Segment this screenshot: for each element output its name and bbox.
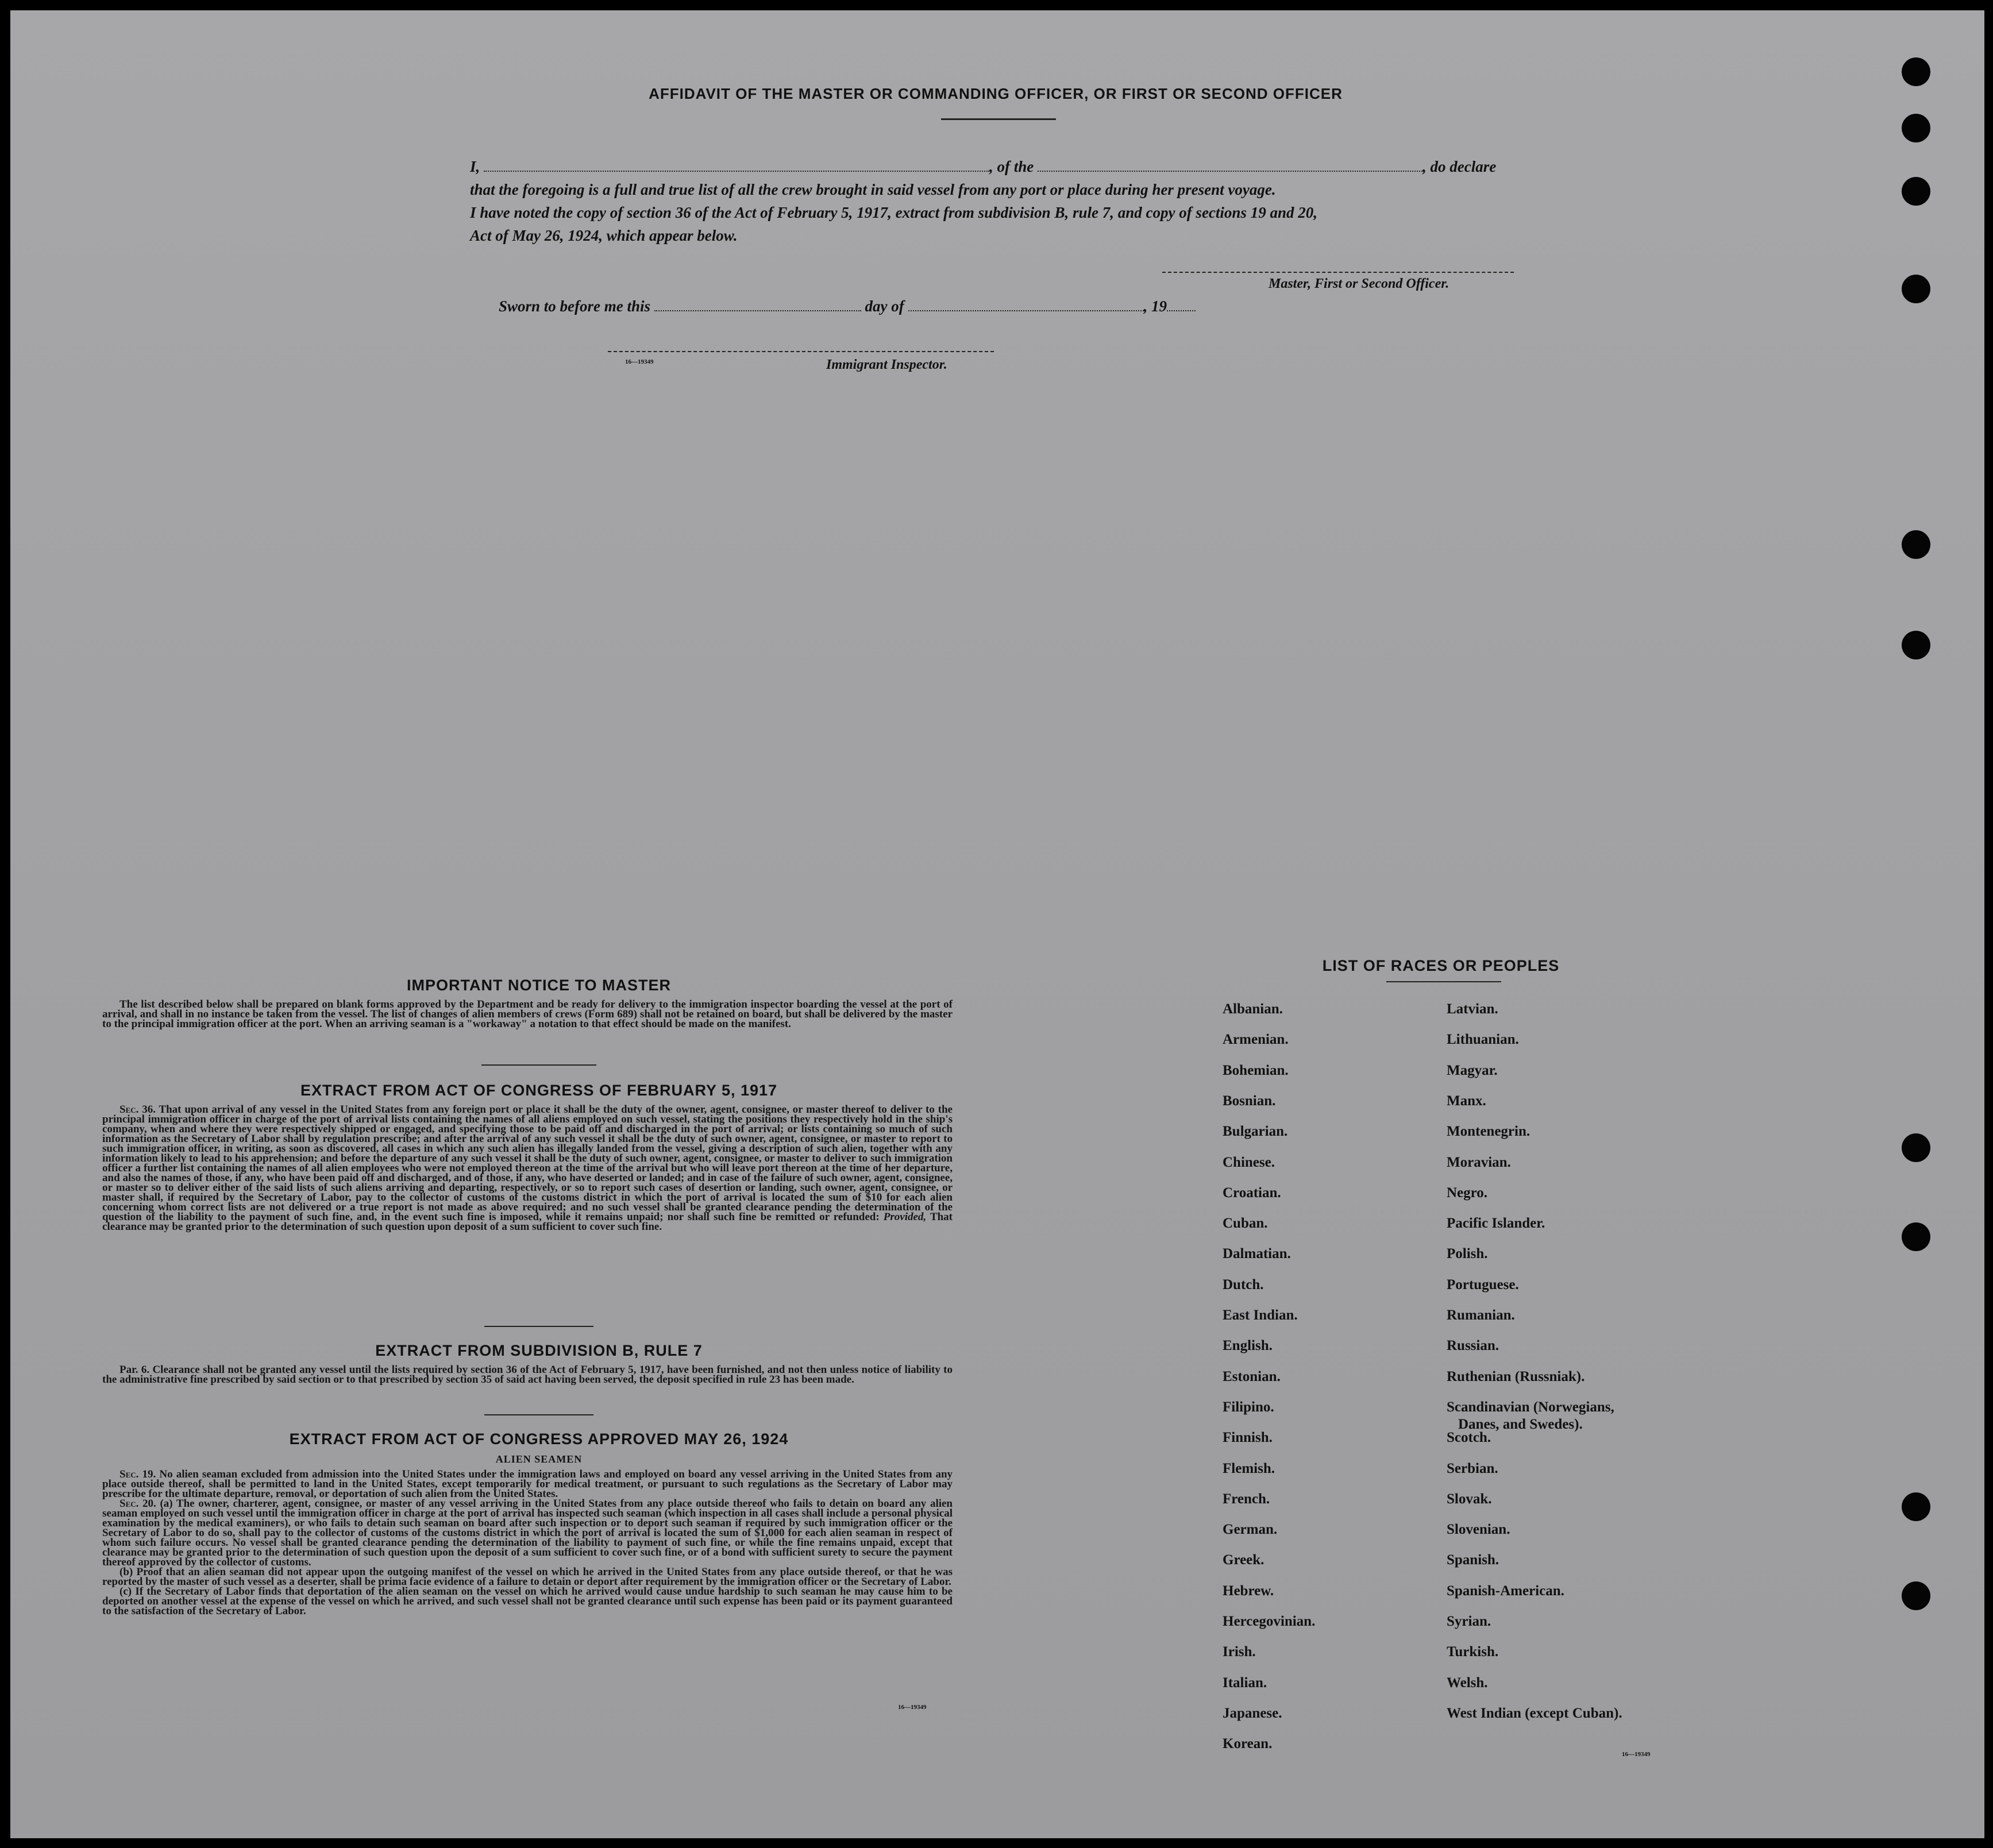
sworn-line [499,298,1196,315]
act-1924-title: EXTRACT FROM ACT OF CONGRESS APPROVED MAY 26, 1924 [289,1430,789,1448]
rule-7-title: EXTRACT FROM SUBDIVISION B, RULE 7 [375,1342,703,1359]
race-item: Bulgarian. [1223,1124,1288,1140]
race-item: Manx. [1447,1093,1486,1109]
race-item: Magyar. [1447,1062,1498,1078]
race-item: Chinese. [1223,1154,1275,1170]
do-declare-label: , do declare [1423,158,1497,175]
race-item: Dutch. [1223,1276,1264,1293]
provided-word: Provided, [883,1211,927,1223]
race-item: Syrian. [1447,1614,1491,1629]
punch-hole [1902,631,1930,659]
year-prefix: , 19 [1143,298,1167,315]
race-item: Russian. [1447,1338,1499,1354]
race-item: Hercegovinian. [1223,1614,1316,1629]
punch-hole [1902,1222,1930,1251]
declarant-prefix: I, [470,158,480,175]
sec-20c-text: (c) If the Secretary of Labor finds that deportation of the alien seaman on the vessel on which he arrived would cause undue hardship to such seaman he may cause him to be deported on another vessel at the expense of the vessel on which he arrived, and such vessel shall not be granted clearance until such expense has been paid or its payment guaranteed to the satisfaction of the Secretary of Labor. [102,1585,953,1617]
notice-text: The list described below shall be prepared on blank forms approved by the Department and be ready for delivery to the immigration inspector boarding the vessel at the port of arrival, and shall in no instance be taken from the vessel. The list of changes of alien members of crews (Form 689) shall not be retained on board, but shall be delivered by the master to the principal immigration officer at the port. When an arriving seaman is a "workaway" a notation to that effect should be made on the manifest. [102,998,953,1030]
punch-hole [1902,275,1930,303]
punch-hole [1902,1492,1930,1521]
sec-19-body: No alien seaman excluded from admission into the United States under the immigration laws and employed on board any vessel arriving in the United States from any place outside thereof, shall be permitted to land in the United States, except temporarily for medical treatment, or pursuant to such regulations as the Secretary of Labor may prescribe for the ultimate departure, removal, or deportation of such alien from the United States. [102,1468,953,1500]
race-item: Lithuanian. [1447,1032,1519,1048]
inspector-label: Immigrant Inspector. [826,357,947,372]
race-item: Flemish. [1223,1460,1275,1476]
race-item: Slovenian. [1447,1522,1510,1538]
race-item: Armenian. [1223,1032,1289,1048]
punch-hole [1902,177,1930,206]
sworn-day-field[interactable] [654,298,861,311]
rule-7-body [102,1365,953,1384]
section-divider [481,1064,596,1066]
race-item: Negro. [1447,1185,1488,1201]
inspector-signature-line[interactable] [608,351,994,352]
section-divider [484,1326,593,1327]
race-item: Greek. [1223,1552,1265,1568]
sec-20-label: Sec. 20. [119,1498,156,1510]
notice-body [102,1000,953,1029]
races-divider [1386,981,1501,982]
sworn-label: Sworn to before me this [499,298,651,315]
sec-36-label: Sec. 36. [119,1104,156,1116]
race-item: Scotch. [1447,1430,1491,1446]
act-1924-body [102,1469,953,1616]
race-item: Albanian. [1223,1001,1283,1017]
race-item: Croatian. [1223,1185,1281,1201]
form-number: 16—19349 [625,358,654,365]
declarant-name-field[interactable] [484,158,989,172]
sworn-year-field[interactable] [1167,298,1196,311]
race-item: English. [1223,1338,1273,1354]
master-signature-line[interactable] [1162,272,1514,273]
form-page [10,10,1984,1838]
race-item: Filipino. [1223,1399,1274,1415]
race-item: Pacific Islander. [1447,1216,1545,1232]
punch-hole [1902,530,1930,559]
race-item: Scandinavian (Norwegians, [1447,1399,1614,1415]
sec-20a-text [102,1499,953,1567]
sec-20b-text: (b) Proof that an alien seaman did not appear upon the outgoing manifest of the vessel on which he arrived in the United States from any place outside thereof, or that he was reported by the master of such vessel as a deserter, shall be prima facie evidence of a failure to detain or deport after requirement by the immigration officer or the Secretary of Labor. [102,1566,953,1588]
punch-hole [1902,114,1930,142]
race-item: Estonian. [1223,1368,1281,1384]
section-divider [484,1414,593,1415]
punch-hole [1902,1581,1930,1610]
race-item: Montenegrin. [1447,1124,1531,1140]
race-item: Rumanian. [1447,1307,1515,1323]
race-item: Welsh. [1447,1675,1488,1691]
affidavit-body [470,155,1550,247]
punch-hole [1902,1133,1930,1162]
act-1917-body [102,1105,953,1232]
race-item: Spanish-American. [1447,1583,1564,1599]
title-divider [941,118,1056,120]
sec-36-text [102,1105,953,1232]
race-item: Spanish. [1447,1552,1499,1568]
sec-20a-body: (a) The owner, charterer, agent, consignee, or master of any vessel arriving in the United States from any place outside thereof who fails to detain on board any alien seaman employed on such vessel until the immigration officer in charge at the port of arrival has inspected such seaman (which inspection in all cases shall include a personal physical examination by the medical examiners), or who fails to detain such seaman on board after such inspection or to deport such seaman if required by such immigration officer or the Secretary of Labor to do so, shall pay to the collector of customs of the customs district in which the port of arrival is located the sum of $1,000 for each alien seaman in respect of whom such failure occurs. No vessel shall be granted clearance pending the determination of the liability to payment of such fine, or while the fine remains unpaid, except that clearance may be granted prior to the determination of such question upon the deposit of a sum sufficient to cover such fine, or of a bond with sufficient surety to secure the payment thereof approved by the collector of customs. [102,1498,953,1568]
race-item: West Indian (except Cuban). [1447,1705,1622,1721]
form-number: 16—19349 [1622,1751,1651,1758]
master-signature-label: Master, First or Second Officer. [1269,276,1450,291]
race-item: Latvian. [1447,1001,1498,1017]
race-item: German. [1223,1522,1278,1538]
vessel-name-field[interactable] [1038,158,1423,172]
race-item: Danes, and Swedes). [1458,1416,1583,1432]
race-item: Slovak. [1447,1491,1492,1507]
declaration-text: I have noted the copy of section 36 of the Act of February 5, 1917, extract from subdivision B, rule 7, and copy of sections 19 and 20, [470,204,1317,221]
race-item: Irish. [1223,1644,1256,1660]
race-item: Turkish. [1447,1644,1499,1660]
sec-36-body-end: That clearance may be granted prior to the determination of such question upon deposit of a sum sufficient to cover such fine. [102,1211,953,1233]
declaration-text: that the foregoing is a full and true list of all the crew brought in said vessel from any port or place during her present voyage. [470,181,1276,198]
race-item: Hebrew. [1223,1583,1274,1599]
race-item: Moravian. [1447,1154,1511,1170]
race-item: Ruthenian (Russniak). [1447,1368,1585,1384]
race-item: Dalmatian. [1223,1246,1291,1262]
race-item: Portuguese. [1447,1276,1519,1293]
day-of-label: day of [865,298,904,315]
sworn-month-field[interactable] [908,298,1144,311]
notice-title: IMPORTANT NOTICE TO MASTER [407,977,671,994]
race-item: Serbian. [1447,1460,1498,1476]
race-item: Finnish. [1223,1430,1273,1446]
race-item: Japanese. [1223,1705,1282,1721]
race-item: Bohemian. [1223,1062,1289,1078]
race-item: French. [1223,1491,1270,1507]
race-item: East Indian. [1223,1307,1298,1323]
declaration-text: Act of May 26, 1924, which appear below. [470,227,738,244]
races-title: LIST OF RACES OR PEOPLES [1322,957,1560,974]
race-item: Polish. [1447,1246,1488,1262]
form-number: 16—19349 [898,1704,927,1711]
sec-19-text [102,1469,953,1499]
alien-seamen-subtitle: ALIEN SEAMEN [495,1453,583,1465]
declaration-line [470,155,1550,178]
affidavit-title: AFFIDAVIT OF THE MASTER OR COMMANDING OFFICER, OR FIRST OR SECOND OFFICER [649,85,1343,102]
race-item: Italian. [1223,1675,1267,1691]
rule-7-text: Par. 6. Clearance shall not be granted any vessel until the lists required by section 36 of the Act of February 5, 1917, have been furnished, and not then unless notice of liability to the administrative fine prescribed by said section or to that prescribed by section 35 of said act having been served, the deposit specified in rule 23 has been made. [102,1364,953,1386]
sec-36-body: That upon arrival of any vessel in the United States from any foreign port or place it shall be the duty of the owner, agent, consignee, or master thereof to deliver to the principal immigration officer in charge of the port of arrival lists containing the names of all aliens employed on such vessel, stating the positions they respectively hold in the ship's company, when and where they were respectively shipped or engaged, and specifying those to be paid off and discharged in the port of arrival; or lists containing so much of such information as the Secretary of Labor shall by regulation prescribe; and after the arrival of any such vessel it shall be the duty of such owner, agent, consignee, or master to report to such immigration officer, in writing, as soon as discovered, all cases in which any such alien has illegally landed from the vessel, giving a description of such alien, together with any information likely to lead to his apprehension; and before the departure of any such vessel it shall be the duty of such owner, agent, consignee, or master to deliver to such immigration officer a further list containing the names of all alien employees who were not employed thereon at the time of the arrival but who will leave port thereon at the time of her departure, and also the names of those, if any, who have been paid off and discharged, and of those, if any, who have deserted or landed; and in case of the failure of such owner, agent, consignee, or master so to deliver either of the said lists of such aliens arriving and departing, respectively, or so to report such cases of desertion or landing, such owner, agent, consignee, or master shall, if required by the Secretary of Labor, pay to the collector of customs of the customs district in which the port of arrival is located the sum of $10 for each alien concerning whom correct lists are not delivered or a true report is not made as above required; and no such vessel shall be granted clearance pending the determination of the question of the liability to the payment of such fine, and, in the event such fine is imposed, while it remains unpaid; nor shall such fine be remitted or refunded: [102,1104,953,1223]
punch-hole [1902,57,1930,86]
race-item: Cuban. [1223,1216,1268,1232]
act-1917-title: EXTRACT FROM ACT OF CONGRESS OF FEBRUARY 5, 1917 [300,1082,778,1099]
race-item: Korean. [1223,1736,1273,1752]
of-the-label: , of the [989,158,1034,175]
race-item: Bosnian. [1223,1093,1276,1109]
sec-19-label: Sec. 19. [119,1468,156,1480]
